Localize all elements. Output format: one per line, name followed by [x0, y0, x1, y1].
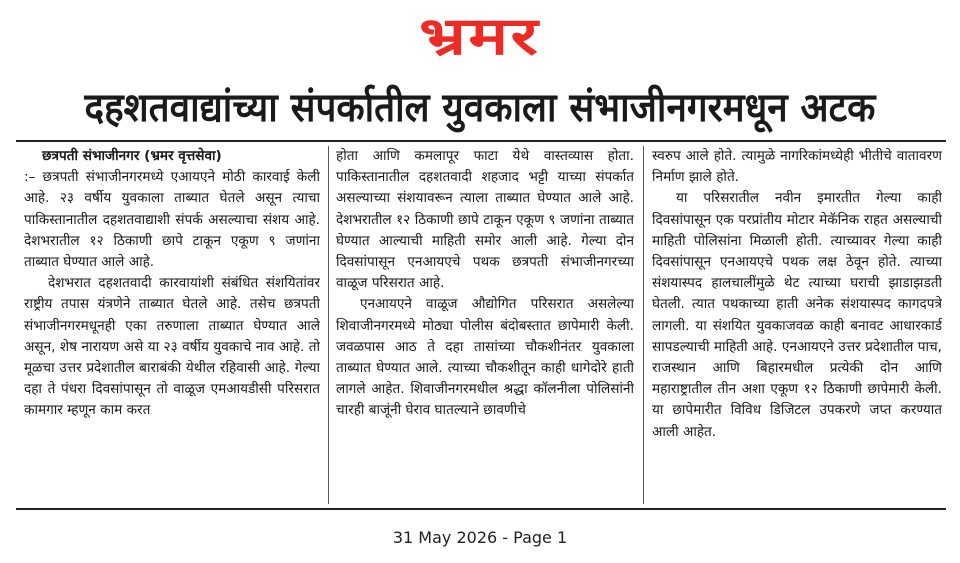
- top-rule: [16, 140, 946, 142]
- column-divider: [328, 146, 329, 504]
- article-column-1: [24, 146, 320, 504]
- article-dateline: छत्रपती संभाजीनगर (भ्रमर वृत्तसेवा): [42, 148, 222, 164]
- page-footer: 31 May 2026 - Page 1: [392, 528, 568, 547]
- article-paragraph: एनआयएने वाळूज औद्योगित परिसरात असलेल्या शिवाजीनगरमध्ये मोठ्या पोलीस बंदोबस्तात छापेमारी केली. जवळपास आठ ते दहा तासांच्या चौकशीनंतर युवकाला ताब्यात घेण्यात आले. त्याच्या चौकशीतून काही धागेदोरे हाती लागले आहेत. शिवाजीनगरमधील श्रद्धा कॉलनीला पोलिसांनी चारही बाजूंनी घेराव घातल्याने छावणीचे: [336, 296, 634, 419]
- article-paragraph: स्वरुप आले होते. त्यामुळे नागरिकांमध्येही भीतीचे वातावरण निर्माण झाले होते.: [652, 148, 942, 186]
- article-paragraph: होता आणि कमलापूर फाटा येथे वास्तव्यास होता. पाकिस्तानातील दहशतवादी शहजाद भट्टी याच्या संपर्कात असल्याच्या संशयावरून त्याला ताब्यात घेण्यात आले आहे. देशभरातील १२ ठिकाणी छापे टाकून एकूण ९ जणांना ताब्यात घेण्यात आल्याची माहिती समोर आली आहे. गेल्या दोन दिवसांपासून एनआयएचे पथक छत्रपती संभाजीनगरच्या वाळूज परिसरात आहे.: [336, 148, 634, 292]
- article-paragraph: देशभरात दहशतवादी कारवायांशी संबंधित संशयितांवर राष्ट्रीय तपास यंत्रणेने ताब्यात घेतले आहे. तसेच छत्रपती संभाजीनगरमधूनही एका तरुणाला ताब्यात घेण्यात आले असून, शेष नारायण असे या २३ वर्षीय युवकाचे नाव आहे. तो मूळचा उत्तर प्रदेशातील बाराबंकी येथील रहिवासी आहे. गेल्या दहा ते पंधरा दिवसांपासून तो वाळूज एमआयडीसी परिसरात कामगार म्हणून काम करत: [24, 275, 320, 419]
- bottom-rule: [16, 508, 946, 510]
- masthead-logo-text: भ्रमर: [419, 5, 541, 67]
- article-paragraph: या परिसरातील नवीन इमारतीत गेल्या काही दिवसांपासून एक परप्रांतीय मोटार मेकॅनिक राहत असल्याची माहिती पोलिसांना मिळाली होती. त्याच्यावर गेल्या काही दिवसांपासून एनआयएचे पथक लक्ष ठेवून होते. त्याच्या संशयास्पद हालचालींमुळे थेट त्याच्या घराची झाडाझडती घेतली. त्यात पथकाच्या हाती अनेक संशयास्पद कागदपत्रे लागली. या संशयित युवकाजवळ काही बनावट आधारकार्ड सापडल्याची माहिती आहे. एनआयएने उत्तर प्रदेशातील पाच, राजस्थान आणि बिहारमधील प्रत्येकी दोन आणि महाराष्ट्रातील तीन अशा एकूण १२ ठिकाणी छापेमारी केली. या छापेमारीत विविध डिजिटल उपकरणे जप्त करण्यात आली आहेत.: [652, 190, 942, 440]
- article-column-2: [336, 146, 634, 504]
- article-headline: दहशतवाद्यांच्या संपर्कातील युवकाला संभाजीनगरमधून अटक: [84, 85, 876, 131]
- article-paragraph: :– छत्रपती संभाजीनगरमध्ये एआयएने मोठी कारवाई केली आहे. २३ वर्षीय युवकाला ताब्यात घेतले असून त्याचा पाकिस्तानातील दहशतवाद्याशी संपर्क असल्याचा संशय आहे. देशभरातील १२ ठिकाणी छापे टाकून एकूण ९ जणांना ताब्यात घेण्यात आले आहे.: [24, 169, 320, 271]
- column-divider: [643, 146, 644, 504]
- article-column-3: [652, 146, 942, 504]
- article-body: [16, 140, 960, 510]
- masthead-logo: [0, 4, 960, 68]
